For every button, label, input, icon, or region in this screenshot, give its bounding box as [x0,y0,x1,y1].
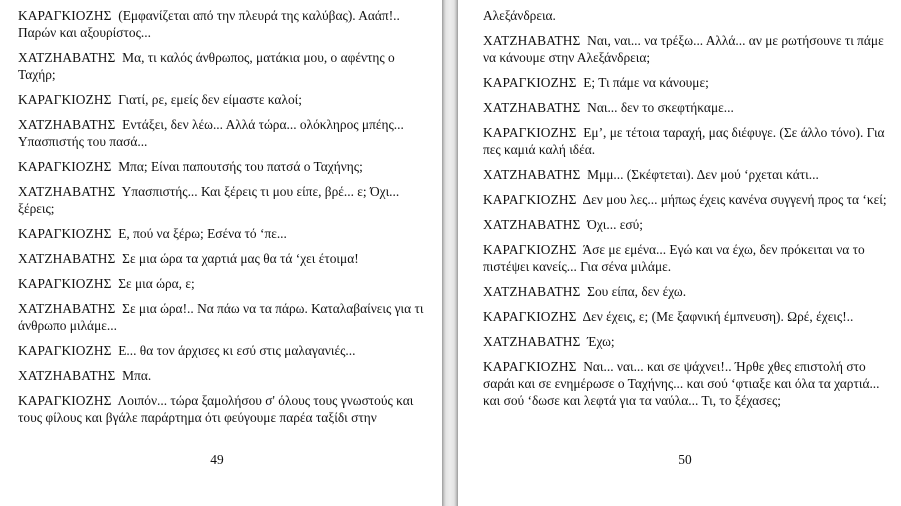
dialogue-line [18,275,428,292]
dialogue-text: Μπα. [122,368,152,383]
dialogue-line [18,49,428,83]
speaker-name: ΚΑΡΑΓΚΙΟΖΗΣ [18,92,112,107]
dialogue-text: Εμ’, με τέτοια ταραχή, μας διέφυγε. (Σε άλλο τόνο). Για πες καμιά καλή ιδέα. [483,125,885,157]
speaker-name: ΚΑΡΑΓΚΙΟΖΗΣ [18,393,112,408]
speaker-name: ΚΑΡΑΓΚΙΟΖΗΣ [483,75,577,90]
dialogue-text: Δεν έχεις, ε; (Με ξαφνική έμπνευση). Ωρέ, έχεις!.. [582,309,854,324]
speaker-name: ΧΑΤΖΗΑΒΑΤΗΣ [483,284,581,299]
dialogue-text: Μπα; Είναι παπουτσής του πατσά ο Ταχήνης; [118,159,363,174]
dialogue-text: Εντάξει, δεν λέω... Αλλά τώρα... ολόκληρος μπέης... Υπασπιστής του πασά... [18,117,404,149]
dialogue-text: Ναι, ναι... να τρέξω... Αλλά... αν με ρωτήσουνε τι πάμε να κάνουμε στην Αλεξάνδρεια; [483,33,884,65]
dialogue-text: Σου είπα, δεν έχω. [587,284,687,299]
dialogue-text: Ε... θα τον άρχισες κι εσύ στις μαλαγανιές... [118,343,356,358]
speaker-name: ΧΑΤΖΗΑΒΑΤΗΣ [18,251,116,266]
dialogue-line [18,158,428,175]
dialogue-text: Έχω; [587,334,615,349]
dialogue-line [18,250,428,267]
dialogue-line [18,225,428,242]
dialogue-line [18,7,428,41]
dialogue-text: Ε; Τι πάμε να κάνουμε; [583,75,709,90]
dialogue-text: Σε μια ώρα!.. Να πάω να τα πάρω. Καταλαβαίνεις για τι άνθρωπο μιλάμε... [18,301,424,333]
speaker-name: ΧΑΤΖΗΑΒΑΤΗΣ [18,50,116,65]
speaker-name: ΧΑΤΖΗΑΒΑΤΗΣ [483,167,581,182]
speaker-name: ΚΑΡΑΓΚΙΟΖΗΣ [18,8,112,23]
dialogue-line [483,283,891,300]
right-page [458,0,901,506]
dialogue-text: Ε, πού να ξέρω; Εσένα τό ‘πε... [118,226,287,241]
speaker-name: ΧΑΤΖΗΑΒΑΤΗΣ [18,368,116,383]
dialogue-line [483,358,891,409]
dialogue-line [483,7,891,24]
right-page-text [483,7,891,417]
dialogue-line [18,367,428,384]
speaker-name: ΧΑΤΖΗΑΒΑΤΗΣ [18,117,116,132]
dialogue-line [483,124,891,158]
page-number-left: 49 [210,452,224,467]
dialogue-text: Ναι... δεν το σκεφτήκαμε... [587,100,734,115]
dialogue-text: Όχι... εσύ; [587,217,643,232]
page-gutter [442,0,458,506]
speaker-name: ΧΑΤΖΗΑΒΑΤΗΣ [483,100,581,115]
left-page [0,0,442,506]
speaker-name: ΚΑΡΑΓΚΙΟΖΗΣ [18,159,112,174]
dialogue-line [18,91,428,108]
dialogue-line [483,333,891,350]
speaker-name: ΚΑΡΑΓΚΙΟΖΗΣ [18,276,112,291]
speaker-name: ΚΑΡΑΓΚΙΟΖΗΣ [18,343,112,358]
dialogue-text: Σε μια ώρα, ε; [118,276,195,291]
speaker-name: ΧΑΤΖΗΑΒΑΤΗΣ [483,217,581,232]
dialogue-text: Αλεξάνδρεια. [483,8,556,23]
speaker-name: ΚΑΡΑΓΚΙΟΖΗΣ [483,242,577,257]
speaker-name: ΧΑΤΖΗΑΒΑΤΗΣ [483,33,581,48]
speaker-name: ΚΑΡΑΓΚΙΟΖΗΣ [18,226,112,241]
speaker-name: ΧΑΤΖΗΑΒΑΤΗΣ [18,184,116,199]
dialogue-text: (Εμφανίζεται από την πλευρά της καλύβας). Ααάπ!.. Παρών και αξουρίστος... [18,8,400,40]
page-number-right: 50 [678,452,692,467]
dialogue-text: Γιατί, ρε, εμείς δεν είμαστε καλοί; [118,92,302,107]
dialogue-line [18,116,428,150]
dialogue-line [483,308,891,325]
dialogue-line [18,342,428,359]
speaker-name: ΧΑΤΖΗΑΒΑΤΗΣ [483,334,581,349]
dialogue-text: Υπασπιστής... Και ξέρεις τι μου είπε, βρέ... ε; Όχι... ξέρεις; [18,184,400,216]
dialogue-line [483,191,891,208]
left-page-text [18,7,428,434]
speaker-name: ΚΑΡΑΓΚΙΟΖΗΣ [483,125,577,140]
dialogue-line [483,99,891,116]
dialogue-line [18,392,428,426]
dialogue-line [483,32,891,66]
dialogue-text: Σε μια ώρα τα χαρτιά μας θα τά ‘χει έτοιμα! [122,251,359,266]
dialogue-text: Μμμ... (Σκέφτεται). Δεν μού ‘ρχεται κάτι... [587,167,819,182]
speaker-name: ΚΑΡΑΓΚΙΟΖΗΣ [483,309,577,324]
dialogue-text: Λοιπόν... τώρα ξαμολήσου σ' όλους τους γνωστούς και τους φίλους και βγάλε παράρτημα ότι φεύγουμε παρέα ταξίδι στην [18,393,414,425]
dialogue-line [483,216,891,233]
dialogue-text: Μα, τι καλός άνθρωπος, ματάκια μου, ο αφέντης ο Ταχήρ; [18,50,395,82]
dialogue-text: Άσε με εμένα... Εγώ και να έχω, δεν πρόκειται να το πιστέψει κανείς... Για σένα μιλάμε. [483,242,865,274]
dialogue-line [483,166,891,183]
speaker-name: ΧΑΤΖΗΑΒΑΤΗΣ [18,301,116,316]
dialogue-line [18,300,428,334]
speaker-name: ΚΑΡΑΓΚΙΟΖΗΣ [483,359,577,374]
dialogue-line [18,183,428,217]
dialogue-line [483,241,891,275]
dialogue-text: Δεν μου λες... μήπως έχεις κανένα συγγενή προς τα ‘κεί; [582,192,887,207]
speaker-name: ΚΑΡΑΓΚΙΟΖΗΣ [483,192,577,207]
dialogue-text: Ναι... ναι... και σε ψάχνει!.. Ήρθε χθες επιστολή στο σαράι και σε ενημέρωσε ο Ταχήνης... και σού ‘φτιαξε και όλα τα χαρτιά... και σού ‘δωσε και λεφτά για τα ναύλα... Τι, το ξέχασες; [483,359,880,408]
dialogue-line [483,74,891,91]
